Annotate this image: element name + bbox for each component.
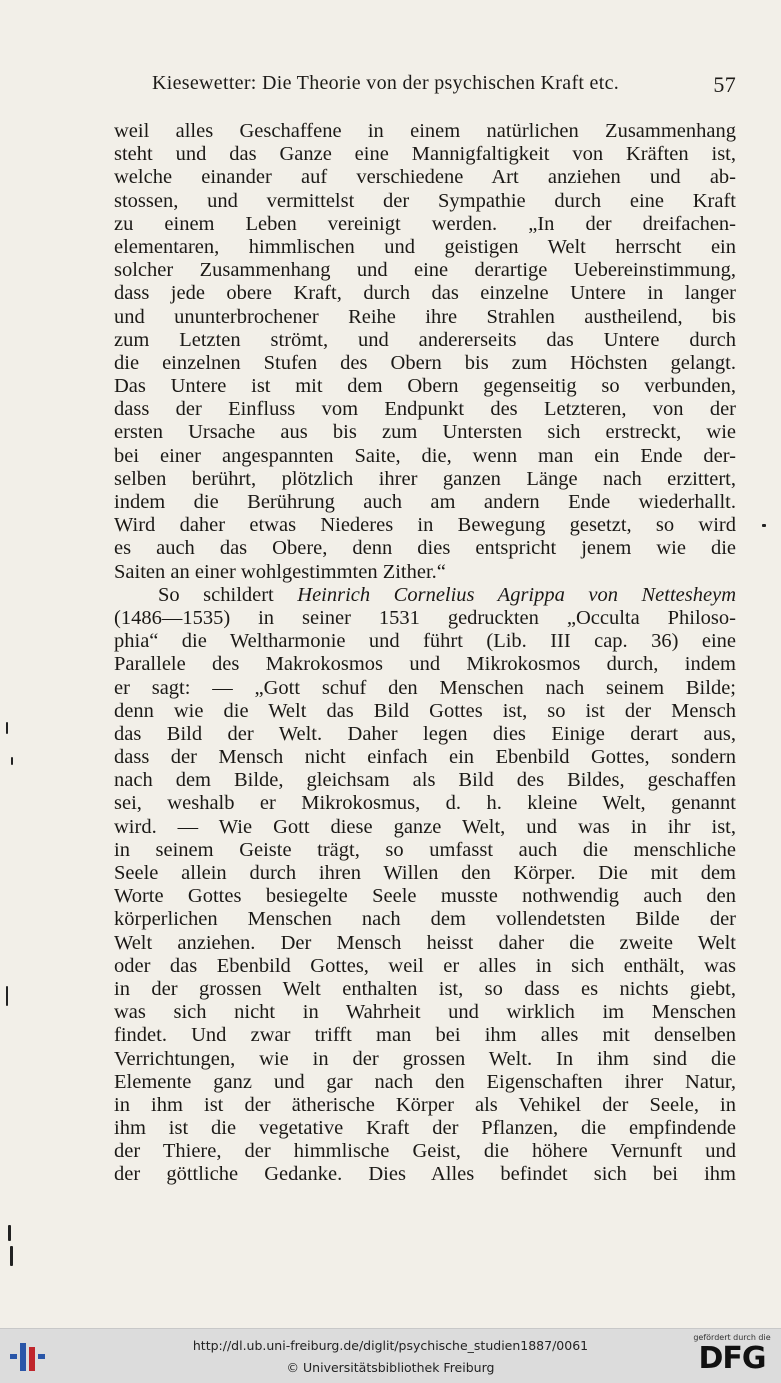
margin-mark [6, 986, 8, 1006]
text-line: elementaren, himmlischen und geistigen Welt herrscht ein [114, 235, 736, 258]
margin-mark [11, 757, 13, 765]
text-line: Saiten an einer wohlgestimmten Zither.“ [114, 560, 446, 583]
text-line: denn wie die Welt das Bild Gottes ist, so ist der Mensch [114, 699, 736, 722]
margin-mark [6, 722, 8, 734]
text-line: phia“ die Weltharmonie und führt (Lib. III cap. 36) eine [114, 630, 736, 653]
text-line: in der grossen Welt enthalten ist, so dass es nichts giebt, [114, 977, 736, 1000]
text-line: die einzelnen Stufen des Obern bis zum Höchsten gelangt. [114, 351, 736, 374]
text-line: was sich nicht in Wahrheit und wirklich im Menschen [114, 1001, 736, 1024]
text-line: Das Untere ist mit dem Obern gegenseitig so verbunden, [114, 375, 736, 398]
text-line: indem die Berührung auch am andern Ende wiederhallt. [114, 491, 736, 513]
text-line: findet. Und zwar trifft man bei ihm alles mit denselben [114, 1024, 736, 1047]
text-line: wird. — Wie Gott diese ganze Welt, und was in ihr ist, [114, 815, 736, 838]
text-line: es auch das Obere, denn dies entspricht jenem wie die [114, 537, 736, 560]
text-line: steht und das Ganze eine Mannigfaltigkeit von Kräften ist, [114, 143, 736, 166]
text-line: ersten Ursache aus bis zum Untersten sich erstreckt, wie [114, 421, 736, 444]
text-line: (1486—1535) in seiner 1531 gedruckten „Occulta Philoso- [114, 606, 736, 629]
text-line: Parallele des Makrokosmos und Mikrokosmos durch, indem [114, 653, 736, 676]
funder-note: gefördert durch die [693, 1333, 771, 1342]
text-line [114, 584, 736, 607]
text-line: Wird daher etwas Niederes in Bewegung gesetzt, so wird [114, 514, 736, 537]
text-line: weil alles Geschaffene in einem natürlichen Zusammenhang [114, 120, 736, 142]
text-line: sei, weshalb er Mikrokosmus, d. h. kleine Welt, genannt [114, 792, 736, 815]
text-line: zum Letzten strömt, und andererseits das Untere durch [114, 328, 736, 351]
dfg-logo[interactable] [691, 1333, 773, 1379]
funder-logo-text: DFG [698, 1341, 766, 1376]
text-line: Worte Gottes besiegelte Seele musste nothwendig auch den [114, 885, 736, 908]
text-line: dass jede obere Kraft, durch das einzelne Untere in langer [114, 282, 736, 305]
text-line: stossen, und vermittelst der Sympathie durch eine Kraft [114, 189, 736, 212]
margin-mark [10, 1246, 13, 1266]
margin-mark [762, 524, 766, 527]
text-line: selben berührt, plötzlich ihrer ganzen Länge nach erzittert, [114, 467, 736, 490]
text-line: zu einem Leben vereinigt werden. „In der dreifachen- [114, 212, 736, 235]
text-line: Elemente ganz und gar nach den Eigenschaften ihrer Natur, [114, 1070, 736, 1093]
text-line: Seele allein durch ihren Willen den Körper. Die mit dem [114, 862, 736, 884]
text-line: dass der Einfluss vom Endpunkt des Letzteren, von der [114, 398, 736, 421]
text-line: ihm ist die vegetative Kraft der Pflanzen, die empfindende [114, 1117, 736, 1140]
text-run: So schildert [158, 583, 298, 606]
text-line: und ununterbrochener Reihe ihre Strahlen austheilend, bis [114, 305, 736, 328]
running-title: Kiesewetter: Die Theorie von der psychischen Kraft etc. [152, 72, 620, 94]
text-line: bei einer angespannten Saite, die, wenn man ein Ende der- [114, 444, 736, 467]
text-line: in ihm ist der ätherische Körper als Vehikel der Seele, in [114, 1093, 736, 1116]
text-line: oder das Ebenbild Gottes, weil er alles in sich enthält, was [114, 954, 736, 977]
text-line: nach dem Bilde, gleichsam als Bild des Bildes, geschaffen [114, 769, 736, 792]
running-head [152, 72, 736, 102]
text-line: der göttliche Gedanke. Dies Alles befindet sich bei ihm [114, 1163, 736, 1186]
text-line: Welt anziehen. Der Mensch heisst daher die zweite Welt [114, 931, 736, 954]
body-text [114, 120, 736, 1220]
margin-mark [8, 1225, 11, 1241]
text-line: das Bild der Welt. Daher legen dies Einige derart aus, [114, 722, 736, 745]
text-line: solcher Zusammenhang und eine derartige Uebereinstimmung, [114, 259, 736, 282]
text-line: körperlichen Menschen nach dem vollendetsten Bilde der [114, 908, 736, 931]
text-line: Verrichtungen, wie in der grossen Welt. In ihm sind die [114, 1047, 736, 1070]
text-line: in seinem Geiste trägt, so umfasst auch die menschliche [114, 838, 736, 861]
source-url[interactable]: http://dl.ub.uni-freiburg.de/diglit/psychische_studien1887/0061 [192, 1338, 589, 1353]
text-line: dass der Mensch nicht einfach ein Ebenbild Gottes, sondern [114, 746, 736, 769]
author-name: Heinrich Cornelius Agrippa von Nettesheym [297, 583, 736, 606]
text-line: der Thiere, der himmlische Geist, die höhere Vernunft und [114, 1140, 736, 1163]
text-line: welche einander auf verschiedene Art anziehen und ab- [114, 166, 736, 189]
footer-bar [0, 1328, 781, 1383]
copyright-notice: © Universitätsbibliothek Freiburg [286, 1360, 495, 1375]
text-line: er sagt: — „Gott schuf den Menschen nach seinem Bilde; [114, 676, 736, 699]
page-number: 57 [713, 72, 736, 97]
